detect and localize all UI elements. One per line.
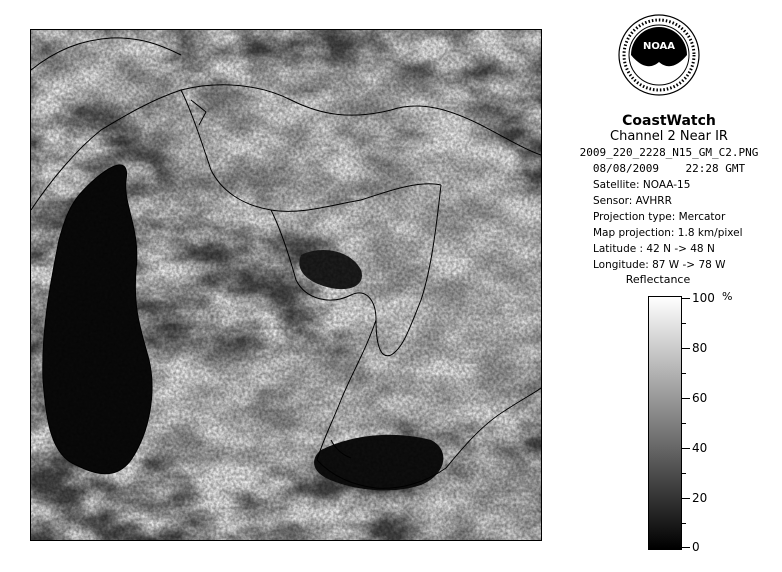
tick-mark xyxy=(682,498,690,499)
map-projection-label: Map projection: 1.8 km/pixel xyxy=(593,227,743,239)
tick-mark xyxy=(682,398,690,399)
minor-tick xyxy=(682,473,686,474)
sensor-label: Sensor: AVHRR xyxy=(593,195,672,207)
channel-label: Channel 2 Near IR xyxy=(610,129,728,144)
datetime-label: 08/08/2009 22:28 GMT xyxy=(592,162,746,175)
tick-mark xyxy=(682,298,690,299)
noaa-logo xyxy=(618,14,700,96)
tick-label-0: 0 xyxy=(692,540,700,554)
tick-mark xyxy=(682,547,690,548)
minor-tick xyxy=(682,423,686,424)
legend-title: Reflectance xyxy=(625,273,691,286)
legend-unit: % xyxy=(722,290,733,303)
reflectance-colorbar xyxy=(648,296,682,550)
satellite-image xyxy=(31,30,541,540)
satellite-label: Satellite: NOAA-15 xyxy=(593,179,691,191)
tick-label-80: 80 xyxy=(692,341,708,355)
noise-texture xyxy=(31,30,541,540)
minor-tick xyxy=(682,373,686,374)
tick-label-40: 40 xyxy=(692,441,708,455)
longitude-label: Longitude: 87 W -> 78 W xyxy=(593,259,726,271)
projection-type-label: Projection type: Mercator xyxy=(593,211,726,223)
filename-label: 2009_220_2228_N15_GM_C2.PNG xyxy=(579,146,759,159)
logo-center-text: NOAA xyxy=(642,41,676,52)
tick-label-60: 60 xyxy=(692,391,708,405)
tick-mark xyxy=(682,348,690,349)
tick-label-100: 100 xyxy=(692,291,715,305)
minor-tick xyxy=(682,523,686,524)
tick-mark xyxy=(682,448,690,449)
product-title: CoastWatch xyxy=(622,113,716,129)
satellite-map xyxy=(30,29,542,541)
latitude-label: Latitude : 42 N -> 48 N xyxy=(593,243,715,255)
tick-label-20: 20 xyxy=(692,491,708,505)
minor-tick xyxy=(682,323,686,324)
